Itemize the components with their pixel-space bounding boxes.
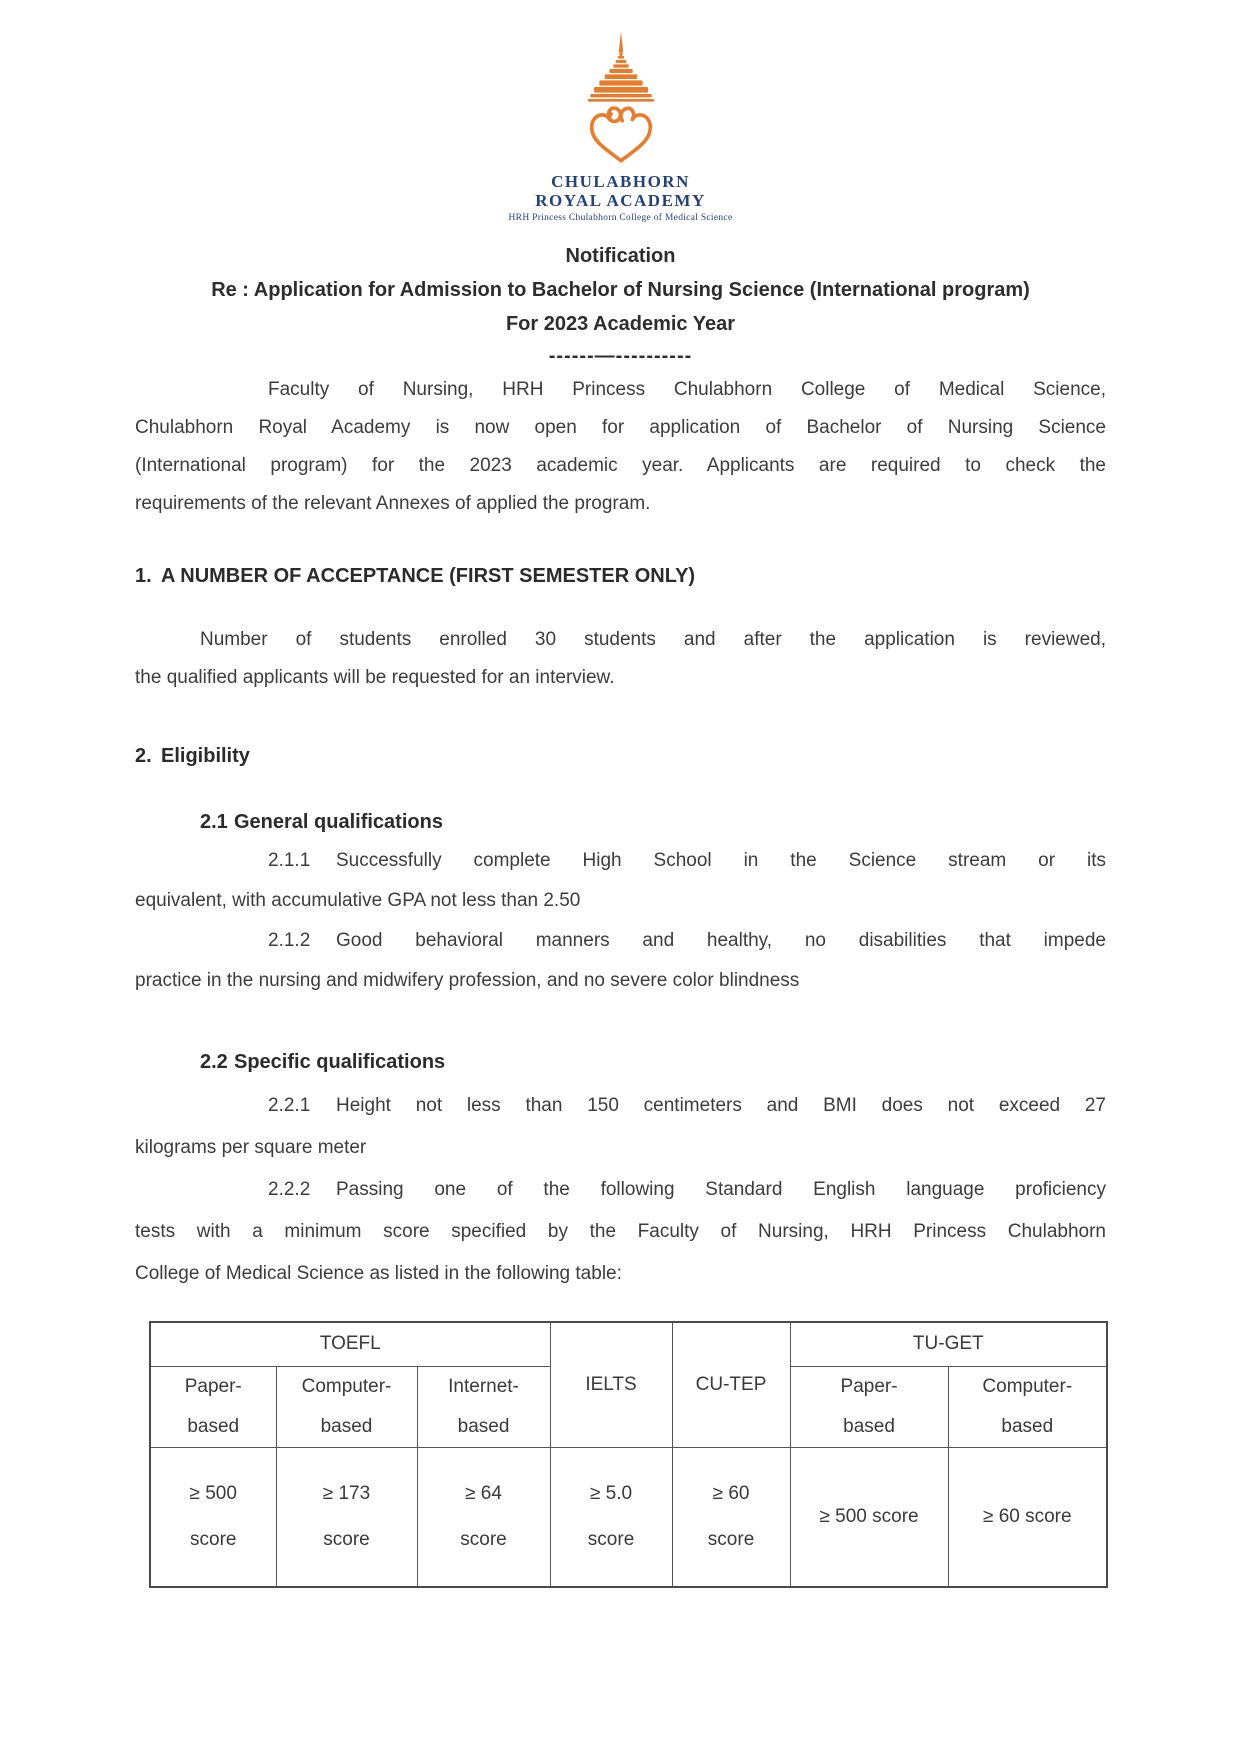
doc-subject: Re : Application for Admission to Bachelor of Nursing Science (International program)	[211, 279, 1030, 301]
item-number: 2.2.1	[268, 1095, 311, 1116]
section-1-paragraph	[135, 621, 1106, 697]
tuget-computer-score: ≥ 60 score	[948, 1447, 1107, 1587]
subsection-2-1-heading	[200, 807, 1106, 837]
toefl-paper-subheader: Paper- based	[150, 1366, 276, 1447]
tuget-paper-score: ≥ 500 score	[790, 1447, 948, 1587]
text-line: Chulabhorn Royal Academy is now open for application of Bachelor of Nursing Science	[135, 417, 1106, 438]
item-text: Height not less than 150 centimeters and BMI does not exceed 27	[336, 1095, 1106, 1116]
org-name-line2: ROYAL ACADEMY	[535, 191, 706, 210]
tuget-group-header: TU-GET	[790, 1322, 1107, 1366]
doc-academic-year: For 2023 Academic Year	[505, 313, 736, 335]
cutep-header: CU-TEP	[672, 1322, 790, 1447]
ielts-header: IELTS	[550, 1322, 672, 1447]
intro-paragraph	[135, 371, 1106, 523]
org-name	[135, 172, 1106, 210]
item-number: 2.2.2	[268, 1179, 311, 1200]
section-number: 1.	[135, 565, 152, 587]
toefl-paper-score: ≥ 500 score	[150, 1447, 276, 1587]
table-score-row	[150, 1447, 1107, 1587]
item-2-1-2-line	[135, 921, 1106, 961]
title-block	[135, 239, 1106, 371]
section-title: Eligibility	[161, 745, 250, 767]
tuget-computer-subheader: Computer- based	[948, 1366, 1107, 1447]
subsection-title: Specific qualifications	[234, 1051, 446, 1073]
english-test-score-table	[149, 1321, 1108, 1588]
chulabhorn-royal-academy-emblem-icon	[559, 30, 683, 170]
item-text: Successfully complete High School in the Science stream or its	[336, 850, 1106, 871]
toefl-internet-score: ≥ 64 score	[417, 1447, 550, 1587]
org-name-line1: CHULABHORN	[551, 172, 690, 191]
org-tagline: HRH Princess Chulabhorn College of Medical Science	[508, 213, 733, 223]
item-2-2-1-line: kilograms per square meter	[135, 1137, 367, 1158]
item-2-1-1-line	[135, 841, 1106, 881]
item-2-2-2-line	[135, 1169, 1106, 1211]
item-number: 2.1.2	[268, 930, 311, 951]
toefl-computer-subheader: Computer- based	[276, 1366, 417, 1447]
item-2-1-2-line: practice in the nursing and midwifery profession, and no severe color blindness	[135, 970, 800, 991]
royal-monogram-icon	[591, 108, 650, 161]
text-line: Faculty of Nursing, HRH Princess Chulabhorn College of Medical Science,	[268, 379, 1106, 400]
letterhead	[135, 30, 1106, 223]
text-line: requirements of the relevant Annexes of applied the program.	[135, 493, 651, 514]
item-2-2-1-line	[135, 1085, 1106, 1127]
item-2-2-2-line: tests with a minimum score specified by the Faculty of Nursing, HRH Princess Chulabhorn	[135, 1221, 1106, 1242]
subsection-title: General qualifications	[234, 811, 443, 833]
item-number: 2.1.1	[268, 850, 311, 871]
subsection-number: 2.1	[200, 811, 228, 833]
toefl-internet-subheader: Internet- based	[417, 1366, 550, 1447]
text-line: the qualified applicants will be requested for an interview.	[135, 667, 615, 688]
item-2-2-2-line: College of Medical Science as listed in the following table:	[135, 1263, 622, 1284]
item-2-1-1-line: equivalent, with accumulative GPA not less than 2.50	[135, 890, 581, 911]
general-qualification-items	[135, 841, 1106, 1001]
section-number: 2.	[135, 745, 152, 767]
subsection-2-2-heading	[200, 1047, 1106, 1077]
section-2-heading	[135, 741, 1106, 771]
section-1-heading	[135, 561, 1106, 591]
text-line: Number of students enrolled 30 students and after the application is reviewed,	[200, 629, 1106, 650]
text-line: (International program) for the 2023 academic year. Applicants are required to check the	[135, 455, 1106, 476]
item-text: Passing one of the following Standard English language proficiency	[336, 1179, 1106, 1200]
specific-qualification-items	[135, 1085, 1106, 1295]
cutep-score: ≥ 60 score	[672, 1447, 790, 1587]
ielts-score: ≥ 5.0 score	[550, 1447, 672, 1587]
item-text: Good behavioral manners and healthy, no disabilities that impede	[336, 930, 1106, 951]
divider-dashes: ------—----------	[548, 345, 693, 367]
subsection-number: 2.2	[200, 1051, 228, 1073]
section-title: A NUMBER OF ACCEPTANCE (FIRST SEMESTER ONLY)	[161, 565, 696, 587]
doc-title: Notification	[565, 245, 676, 267]
toefl-computer-score: ≥ 173 score	[276, 1447, 417, 1587]
table-header-row	[150, 1322, 1107, 1366]
tuget-paper-subheader: Paper- based	[790, 1366, 948, 1447]
toefl-group-header: TOEFL	[150, 1322, 550, 1366]
royal-crown-icon	[587, 31, 654, 101]
